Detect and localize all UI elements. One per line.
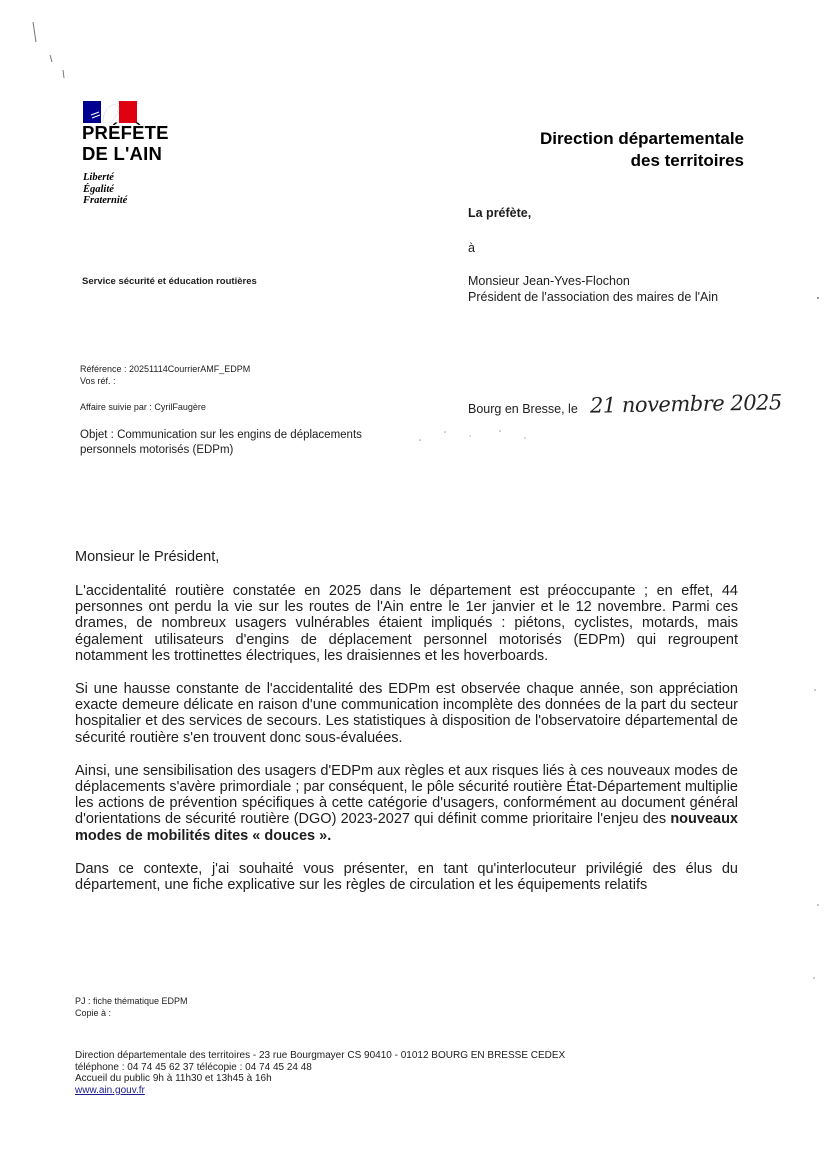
recipient-title: Président de l'association des maires de l'Ain xyxy=(468,289,719,304)
addressee-preposition: à xyxy=(468,241,475,255)
copie-a: Copie à : xyxy=(75,1007,112,1018)
footer-hours: Accueil du public 9h à 11h30 et 13h45 à 16h xyxy=(75,1073,272,1084)
logo-line-2: DE L'AIN xyxy=(82,143,162,164)
prefecture-logo-text xyxy=(82,122,169,164)
salutation: Monsieur le Président, xyxy=(75,549,220,565)
footer-phone: téléphone : 04 74 45 62 37 télécopie : 04 74 45 24 48 xyxy=(75,1061,312,1073)
service-name: Service sécurité et éducation routières xyxy=(82,276,257,287)
paragraph-3-emphasis: nouveaux modes de mobilités dites « douces ». xyxy=(75,811,738,844)
marianne-flag-icon xyxy=(83,101,137,123)
piece-jointe: PJ : fiche thématique EDPM xyxy=(75,996,188,1006)
recipient-block xyxy=(468,274,738,305)
recipient-name: Monsieur Jean-Yves-Flochon xyxy=(468,274,630,288)
footer-address: Direction départementale des territoires - 23 rue Bourgmayer CS 90410 - 01012 BOURG EN BRESSE CEDEX xyxy=(75,1050,566,1061)
reference: Référence : 20251114CourrierAMF_EDPM xyxy=(80,364,251,374)
paragraph-1: L'accidentalité routière constatée en 2025 dans le département est préoccupante ; en effet, 44 personnes ont perdu la vie sur les routes de l'Ain entre le 1er janvier et le 12 novembre. Parmi ces drames, de nombreux usagers vulnérables étaient impliqués : piétons, cyclistes, motards, mais également utilisateurs d'engins de déplacement personnel motorisés (EDPm) qui regroupent notamment les trottinettes électriques, les draisiennes et les hoverboards. xyxy=(75,583,738,664)
attachments-block xyxy=(75,996,188,1019)
reference-block xyxy=(80,364,250,387)
vos-ref: Vos réf. : xyxy=(80,375,116,386)
motto-egalite: Égalité xyxy=(83,183,114,195)
paragraph-3 xyxy=(75,763,738,844)
footer xyxy=(75,1050,565,1096)
paragraph-2: Si une hausse constante de l'accidentalité des EDPm est observée chaque année, son appréciation exacte demeure délicate en raison d'une communication incomplète des données de la part du secteur hospitalier et des services de secours. Les statistiques à disposition de l'observatoire départemental de sécurité routière s'en trouvent donc sous-évaluées. xyxy=(75,681,738,746)
logo-line-1: PRÉFÈTE xyxy=(82,122,169,143)
letter-subject: Objet : Communication sur les engins de déplacements personnels motorisés (EDPm) xyxy=(80,429,362,456)
motto-fraternite: Fraternité xyxy=(83,195,128,206)
website-link[interactable]: www.ain.gouv.fr xyxy=(75,1084,145,1096)
paragraph-4: Dans ce contexte, j'ai souhaité vous présenter, en tant qu'interlocuteur privilégié des élus du département, une fiche explicative sur les règles de circulation et les équipements relatifs xyxy=(75,860,738,894)
letter-body xyxy=(75,583,738,910)
direction-title-line-1: Direction départementale xyxy=(539,129,744,148)
sender: La préfète, xyxy=(468,206,532,220)
paragraph-3-text: Ainsi, une sensibilisation des usagers d'EDPm aux règles et aux risques liés à ces nouveaux modes de déplacements s'avère primordiale ; par conséquent, le pôle sécurité routière État-Département multiplie les actions de prévention spécifiques à cette catégorie d'usagers, conformément au document général d'orientations de sécurité routière (DGO) 2023-2027 qui définit comme prioritaire l'enjeu des xyxy=(75,762,738,828)
place-and-date-label: Bourg en Bresse, le xyxy=(468,402,578,416)
republic-motto xyxy=(83,172,127,207)
direction-title xyxy=(540,128,744,172)
affaire-suivie: Affaire suivie par : CyrilFaugère xyxy=(80,402,206,412)
handwritten-date: 21 novembre 2025 xyxy=(589,390,783,418)
motto-liberte: Liberté xyxy=(83,172,114,183)
direction-title-line-2: des territoires xyxy=(630,151,744,170)
